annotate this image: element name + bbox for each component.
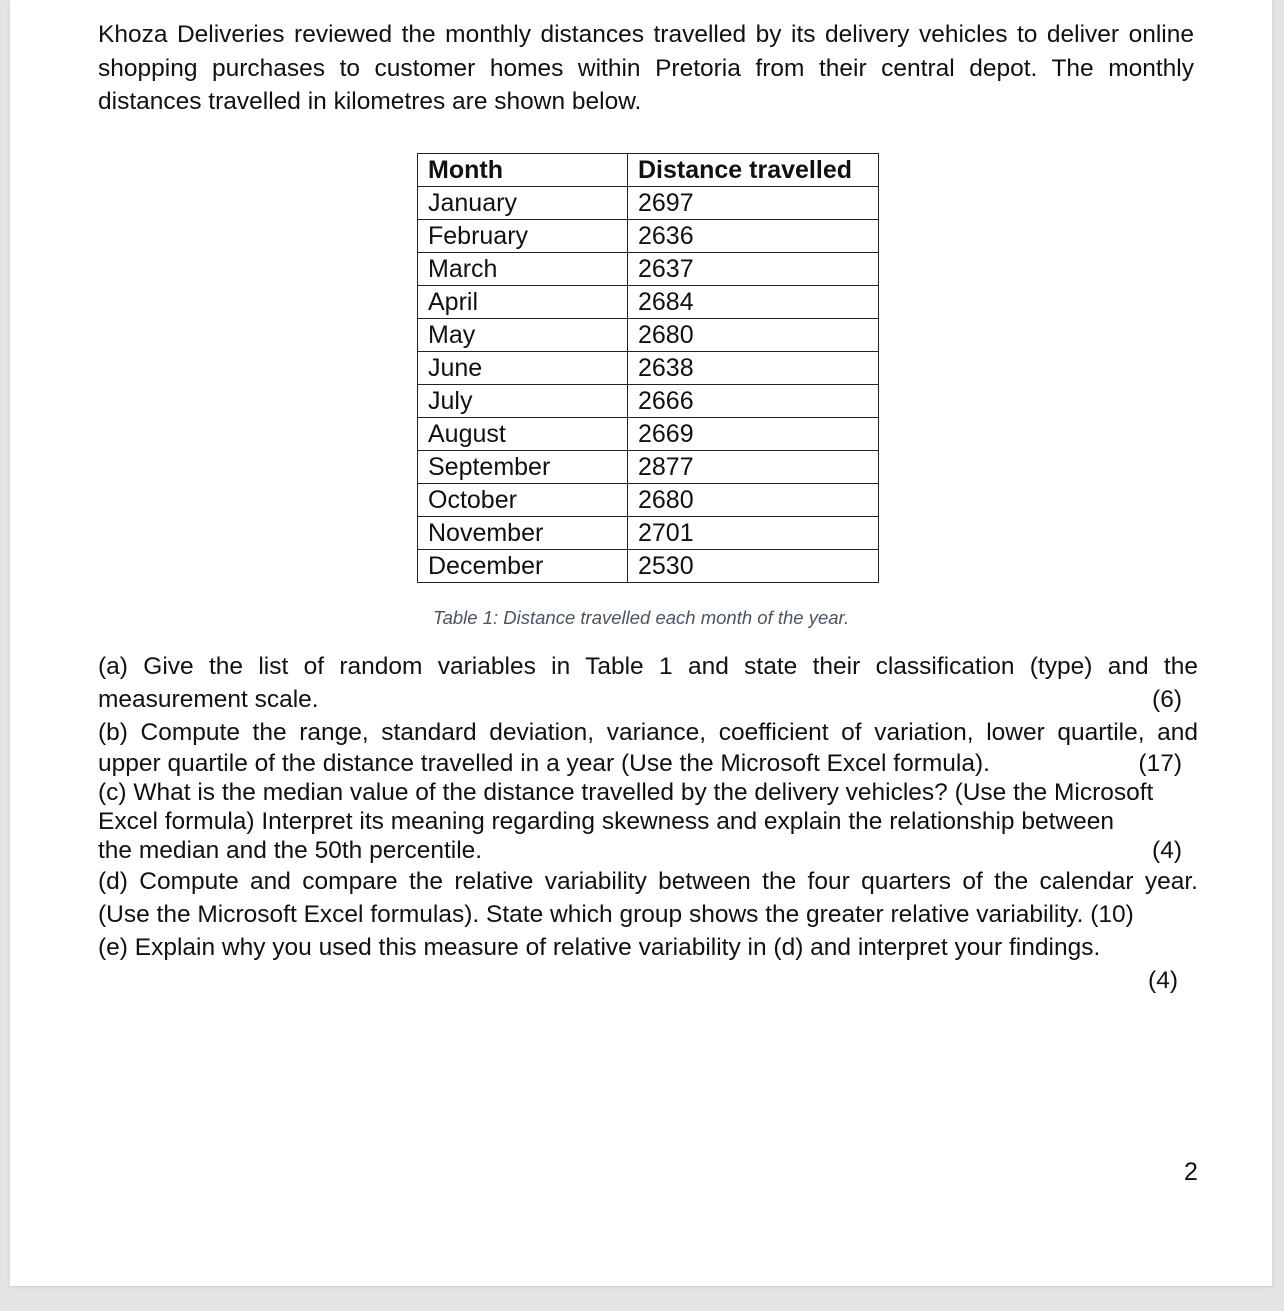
- table-row: [418, 352, 879, 385]
- question-a-line1: (a) Give the list of random variables in Table 1 and state their classification (type) and the: [98, 653, 1198, 680]
- header-distance: Distance travelled: [628, 154, 879, 187]
- distance-cell: 2680: [628, 484, 879, 517]
- table-row: [418, 418, 879, 451]
- month-cell: January: [418, 187, 628, 220]
- table-row: [418, 220, 879, 253]
- distance-cell: 2666: [628, 385, 879, 418]
- question-e-marks-line: [98, 964, 1198, 997]
- distance-cell: 2680: [628, 319, 879, 352]
- question-b-line1: (b) Compute the range, standard deviation, variance, coefficient of variation, lower quartile, and: [98, 719, 1198, 746]
- distance-cell: 2684: [628, 286, 879, 319]
- distance-cell: 2530: [628, 550, 879, 583]
- document-page: [10, 0, 1272, 1286]
- table-row: [418, 187, 879, 220]
- distance-cell: 2701: [628, 517, 879, 550]
- question-e-line1: (e) Explain why you used this measure of relative variability in (d) and interpret your findings.: [98, 934, 1101, 961]
- question-b-text: upper quartile of the distance travelled in a year (Use the Microsoft Excel formula).: [98, 750, 990, 777]
- question-list: [98, 650, 1198, 997]
- table-row: [418, 286, 879, 319]
- month-cell: October: [418, 484, 628, 517]
- month-cell: July: [418, 385, 628, 418]
- table-row: [418, 550, 879, 583]
- month-cell: August: [418, 418, 628, 451]
- question-c-text: the median and the 50th percentile.: [98, 837, 483, 864]
- month-cell: December: [418, 550, 628, 583]
- question-b-line2: [98, 749, 1198, 778]
- question-e-marks: (4): [1148, 967, 1178, 994]
- question-a-marks: (6): [1152, 686, 1182, 713]
- month-cell: September: [418, 451, 628, 484]
- table-row: [418, 253, 879, 286]
- table-row: [418, 385, 879, 418]
- table-row: [418, 319, 879, 352]
- question-a-text: measurement scale.: [98, 686, 319, 713]
- distance-cell: 2877: [628, 451, 879, 484]
- header-month: Month: [418, 154, 628, 187]
- month-cell: February: [418, 220, 628, 253]
- question-c-line2: Excel formula) Interpret its meaning regarding skewness and explain the relationship between: [98, 808, 1114, 835]
- page-number: 2: [1184, 1158, 1198, 1186]
- month-cell: November: [418, 517, 628, 550]
- distance-cell: 2638: [628, 352, 879, 385]
- distance-cell: 2637: [628, 253, 879, 286]
- distance-cell: 2697: [628, 187, 879, 220]
- table-row: [418, 484, 879, 517]
- month-cell: May: [418, 319, 628, 352]
- question-d-line2: (Use the Microsoft Excel formulas). State which group shows the greater relative variability. (10): [98, 901, 1134, 928]
- question-c-line3: [98, 836, 1198, 865]
- month-cell: June: [418, 352, 628, 385]
- question-a-line2: [98, 683, 1198, 716]
- table-row: [418, 451, 879, 484]
- question-d-line1: (d) Compute and compare the relative variability between the four quarters of the calendar year.: [98, 868, 1198, 895]
- intro-paragraph: Khoza Deliveries reviewed the monthly distances travelled by its delivery vehicles to deliver online shopping purchases to customer homes within Pretoria from their central depot. The monthly distances travelled in kilometres are shown below.: [98, 21, 1194, 115]
- month-cell: April: [418, 286, 628, 319]
- table-row: [418, 517, 879, 550]
- question-c-line1: (c) What is the median value of the distance travelled by the delivery vehicles? (Use the Microsoft: [98, 779, 1154, 806]
- month-cell: March: [418, 253, 628, 286]
- distance-table: [417, 153, 879, 583]
- question-c-marks: (4): [1152, 837, 1182, 864]
- distance-cell: 2636: [628, 220, 879, 253]
- distance-cell: 2669: [628, 418, 879, 451]
- question-b-marks: (17): [1138, 750, 1182, 777]
- table-header-row: [418, 154, 879, 187]
- table-caption: Table 1: Distance travelled each month of the year.: [433, 607, 850, 628]
